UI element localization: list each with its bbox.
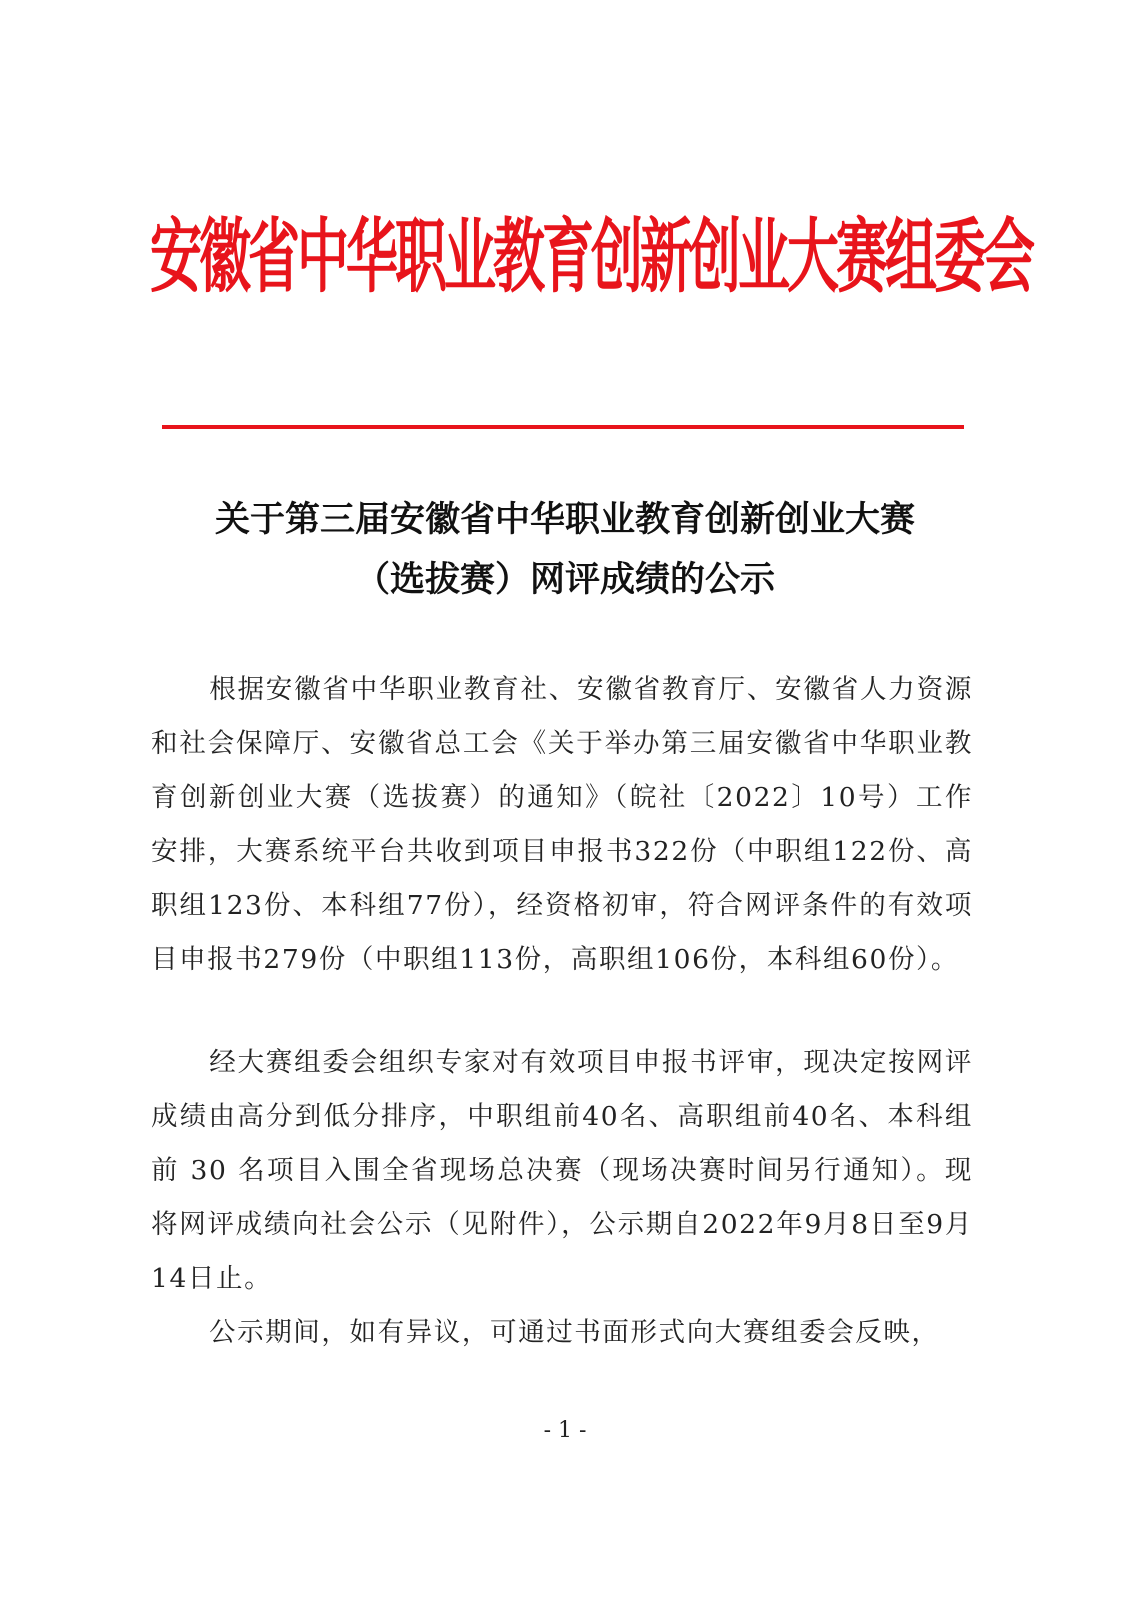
notice-title-line-2: （选拔赛）网评成绩的公示 <box>354 559 775 600</box>
letterhead-red-rule <box>162 425 964 429</box>
body-paragraph-3-text: 公示期间，如有异议，可通过书面形式向大赛组委会反映， <box>209 1317 940 1348</box>
page-number: - 1 - <box>543 1418 587 1443</box>
notice-title-line-1: 关于第三届安徽省中华职业教育创新创业大赛 <box>214 499 915 540</box>
body-paragraph-3 <box>151 1306 973 1360</box>
body-paragraph-2-text: 经大赛组委会组织专家对有效项目申报书评审，现决定按网评成绩由高分到低分排序，中职组前40名、高职组前40名、本科组前 30 名项目入围全省现场总决赛（现场决赛时间另行通知）。现将网评成绩向社会公示（见附件），公示期自2022年9月8日至9月14日止。 <box>151 1047 973 1294</box>
body-paragraph-2 <box>151 1036 973 1306</box>
body-paragraph-1-text: 根据安徽省中华职业教育社、安徽省教育厅、安徽省人力资源和社会保障厅、安徽省总工会《关于举办第三届安徽省中华职业教育创新创业大赛（选拔赛）的通知》（皖社〔2022〕10号）工作安排，大赛系统平台共收到项目申报书322份（中职组122份、高职组123份、本科组77份），经资格初审，符合网评条件的有效项目申报书279份（中职组113份，高职组106份，本科组60份）。 <box>151 674 973 975</box>
body-paragraph-1 <box>151 663 973 987</box>
letterhead-org-name: 安徽省中华职业教育创新创业大赛组委会 <box>150 210 1033 305</box>
